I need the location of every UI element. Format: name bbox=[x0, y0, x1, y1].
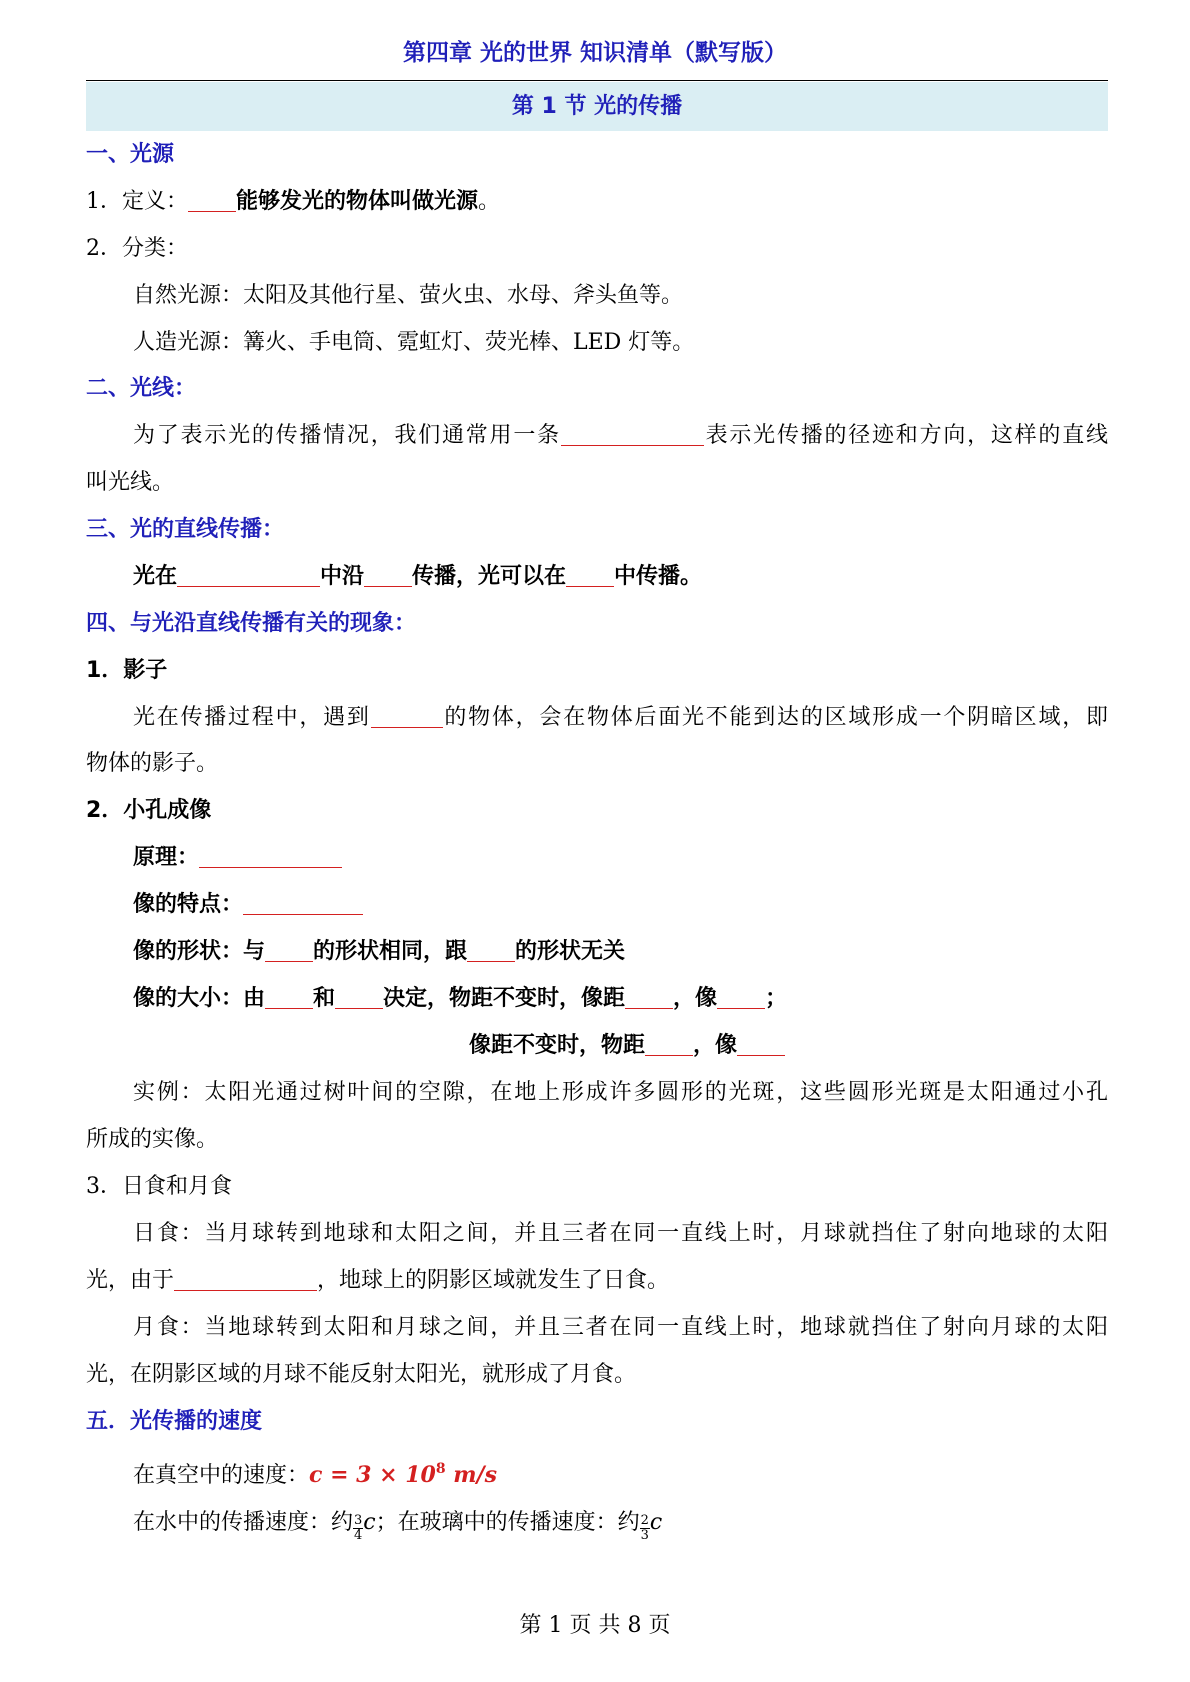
light-ray-paragraph-line1 bbox=[133, 421, 1108, 451]
text-span: ，地球上的阴影区域就发生了日食。 bbox=[317, 1268, 670, 1293]
c-symbol: c bbox=[649, 1510, 663, 1535]
fraction-three-quarters bbox=[353, 1514, 363, 1543]
section-title-bar: 第 1 节 光的传播 bbox=[86, 82, 1108, 131]
blank-field[interactable] bbox=[364, 562, 412, 587]
blank-field[interactable] bbox=[371, 703, 443, 728]
classification-label: 2．分类： bbox=[86, 236, 188, 261]
pinhole-image-shape bbox=[133, 937, 1108, 967]
speed-in-water-and-glass bbox=[133, 1508, 1108, 1543]
text-span: 在水中的传播速度：约 bbox=[133, 1510, 354, 1535]
text-span: 光，由于 bbox=[86, 1268, 175, 1293]
heading-light-source: 一、光源 bbox=[86, 142, 175, 167]
text-span: 的形状无关 bbox=[515, 939, 626, 964]
fraction-numerator: 3 bbox=[354, 1513, 363, 1528]
blank-field[interactable] bbox=[265, 984, 313, 1009]
text-span: 决定，物距不变时，像距 bbox=[383, 986, 626, 1011]
text-span: 中沿 bbox=[320, 564, 365, 589]
lunar-eclipse-line2: 光，在阴影区域的月球不能反射太阳光，就形成了月食。 bbox=[86, 1362, 637, 1387]
blank-field[interactable] bbox=[243, 890, 363, 915]
speed-of-light-formula bbox=[309, 1462, 497, 1488]
formula-exponent: 8 bbox=[435, 1461, 446, 1477]
definition-label: 1．定义： bbox=[86, 189, 188, 214]
blank-field[interactable] bbox=[265, 937, 313, 962]
blank-field[interactable] bbox=[566, 562, 614, 587]
blank-field[interactable] bbox=[625, 984, 673, 1009]
speed-in-vacuum bbox=[133, 1454, 1108, 1491]
heading-light-ray: 二、光线： bbox=[86, 376, 197, 401]
text-span: 传播，光可以在 bbox=[412, 564, 567, 589]
pinhole-image-size bbox=[133, 984, 1108, 1014]
blank-field[interactable] bbox=[177, 562, 320, 587]
solar-eclipse-line1: 日食：当月球转到地球和太阳之间，并且三者在同一直线上时，月球就挡住了射向地球的太阳 bbox=[133, 1221, 1108, 1246]
definition-end: 。 bbox=[478, 189, 501, 214]
pinhole-image-size-line2 bbox=[469, 1031, 1069, 1061]
eclipse-title: 3．日食和月食 bbox=[86, 1174, 232, 1199]
natural-light-sources: 自然光源：太阳及其他行星、萤火虫、水母、斧头鱼等。 bbox=[133, 283, 684, 308]
fraction-denominator: 3 bbox=[640, 1528, 649, 1543]
solar-eclipse-line2 bbox=[86, 1266, 1108, 1296]
blank-field[interactable] bbox=[561, 421, 704, 446]
text-span: 的物体，会在物体后面光不能到达的区域形成一个阴暗区域，即 bbox=[442, 705, 1108, 730]
text-span: 的形状相同，跟 bbox=[313, 939, 468, 964]
text-span: 像的形状：与 bbox=[133, 939, 266, 964]
shadow-paragraph-line1 bbox=[133, 703, 1108, 733]
document-title: 第四章 光的世界 知识清单（默写版） bbox=[402, 40, 787, 66]
blank-field[interactable] bbox=[645, 1031, 693, 1056]
text-span: 表示光传播的径迹和方向，这样的直线 bbox=[703, 423, 1108, 448]
shadow-title: 1．影子 bbox=[86, 658, 168, 683]
text-span: 为了表示光的传播情况，我们通常用一条 bbox=[133, 423, 561, 448]
blank-field[interactable] bbox=[199, 843, 342, 868]
pinhole-image-feature bbox=[133, 890, 1108, 920]
blank-field[interactable] bbox=[174, 1266, 317, 1291]
text-span: 光在 bbox=[133, 564, 178, 589]
rectilinear-statement bbox=[133, 562, 1108, 592]
fraction-two-thirds bbox=[640, 1514, 650, 1543]
artificial-light-sources: 人造光源：篝火、手电筒、霓虹灯、荧光棒、LED 灯等。 bbox=[133, 330, 695, 355]
text-span: 在真空中的速度： bbox=[133, 1463, 310, 1488]
blank-field[interactable] bbox=[188, 187, 236, 212]
text-span: ；在玻璃中的传播速度：约 bbox=[375, 1510, 640, 1535]
pinhole-principle bbox=[133, 843, 1108, 873]
blank-field[interactable] bbox=[335, 984, 383, 1009]
text-span: 像距不变时，物距 bbox=[469, 1033, 646, 1058]
blank-field[interactable] bbox=[467, 937, 515, 962]
text-span: 和 bbox=[313, 986, 336, 1011]
page-footer: 第 1 页 共 8 页 bbox=[519, 1613, 671, 1638]
title-divider bbox=[86, 80, 1108, 81]
text-span: 光在传播过程中，遇到 bbox=[133, 705, 371, 730]
text-span: ，像 bbox=[673, 986, 718, 1011]
fraction-denominator: 4 bbox=[354, 1528, 363, 1543]
blank-field[interactable] bbox=[737, 1031, 785, 1056]
formula-unit: m/s bbox=[445, 1462, 497, 1488]
fraction-numerator: 2 bbox=[640, 1513, 649, 1528]
heading-related-phenomena: 四、与光沿直线传播有关的现象： bbox=[86, 611, 417, 636]
blank-field[interactable] bbox=[717, 984, 765, 1009]
definition-line bbox=[86, 187, 1108, 217]
text-span: ，像 bbox=[693, 1033, 738, 1058]
text-span: ； bbox=[765, 986, 788, 1011]
c-symbol: c bbox=[363, 1510, 376, 1535]
pinhole-example-line2: 所成的实像。 bbox=[86, 1127, 219, 1152]
text-span: 原理： bbox=[133, 845, 200, 870]
text-span: 像的大小：由 bbox=[133, 986, 266, 1011]
light-ray-paragraph-line2: 叫光线。 bbox=[86, 470, 175, 495]
lunar-eclipse-line1: 月食：当地球转到太阳和月球之间，并且三者在同一直线上时，地球就挡住了射向月球的太阳 bbox=[133, 1315, 1108, 1340]
pinhole-example-line1: 实例：太阳光通过树叶间的空隙，在地上形成许多圆形的光斑，这些圆形光斑是太阳通过小孔 bbox=[133, 1080, 1108, 1105]
pinhole-title: 2．小孔成像 bbox=[86, 798, 212, 823]
heading-speed-of-light: 五．光传播的速度 bbox=[86, 1409, 263, 1434]
shadow-paragraph-line2: 物体的影子。 bbox=[86, 751, 219, 776]
text-span: 中传播。 bbox=[614, 564, 703, 589]
text-span: 像的特点： bbox=[133, 892, 244, 917]
heading-rectilinear-propagation: 三、光的直线传播： bbox=[86, 517, 285, 542]
definition-text: 能够发光的物体叫做光源 bbox=[236, 189, 479, 214]
formula-base: c = 3 × 10 bbox=[309, 1462, 436, 1488]
